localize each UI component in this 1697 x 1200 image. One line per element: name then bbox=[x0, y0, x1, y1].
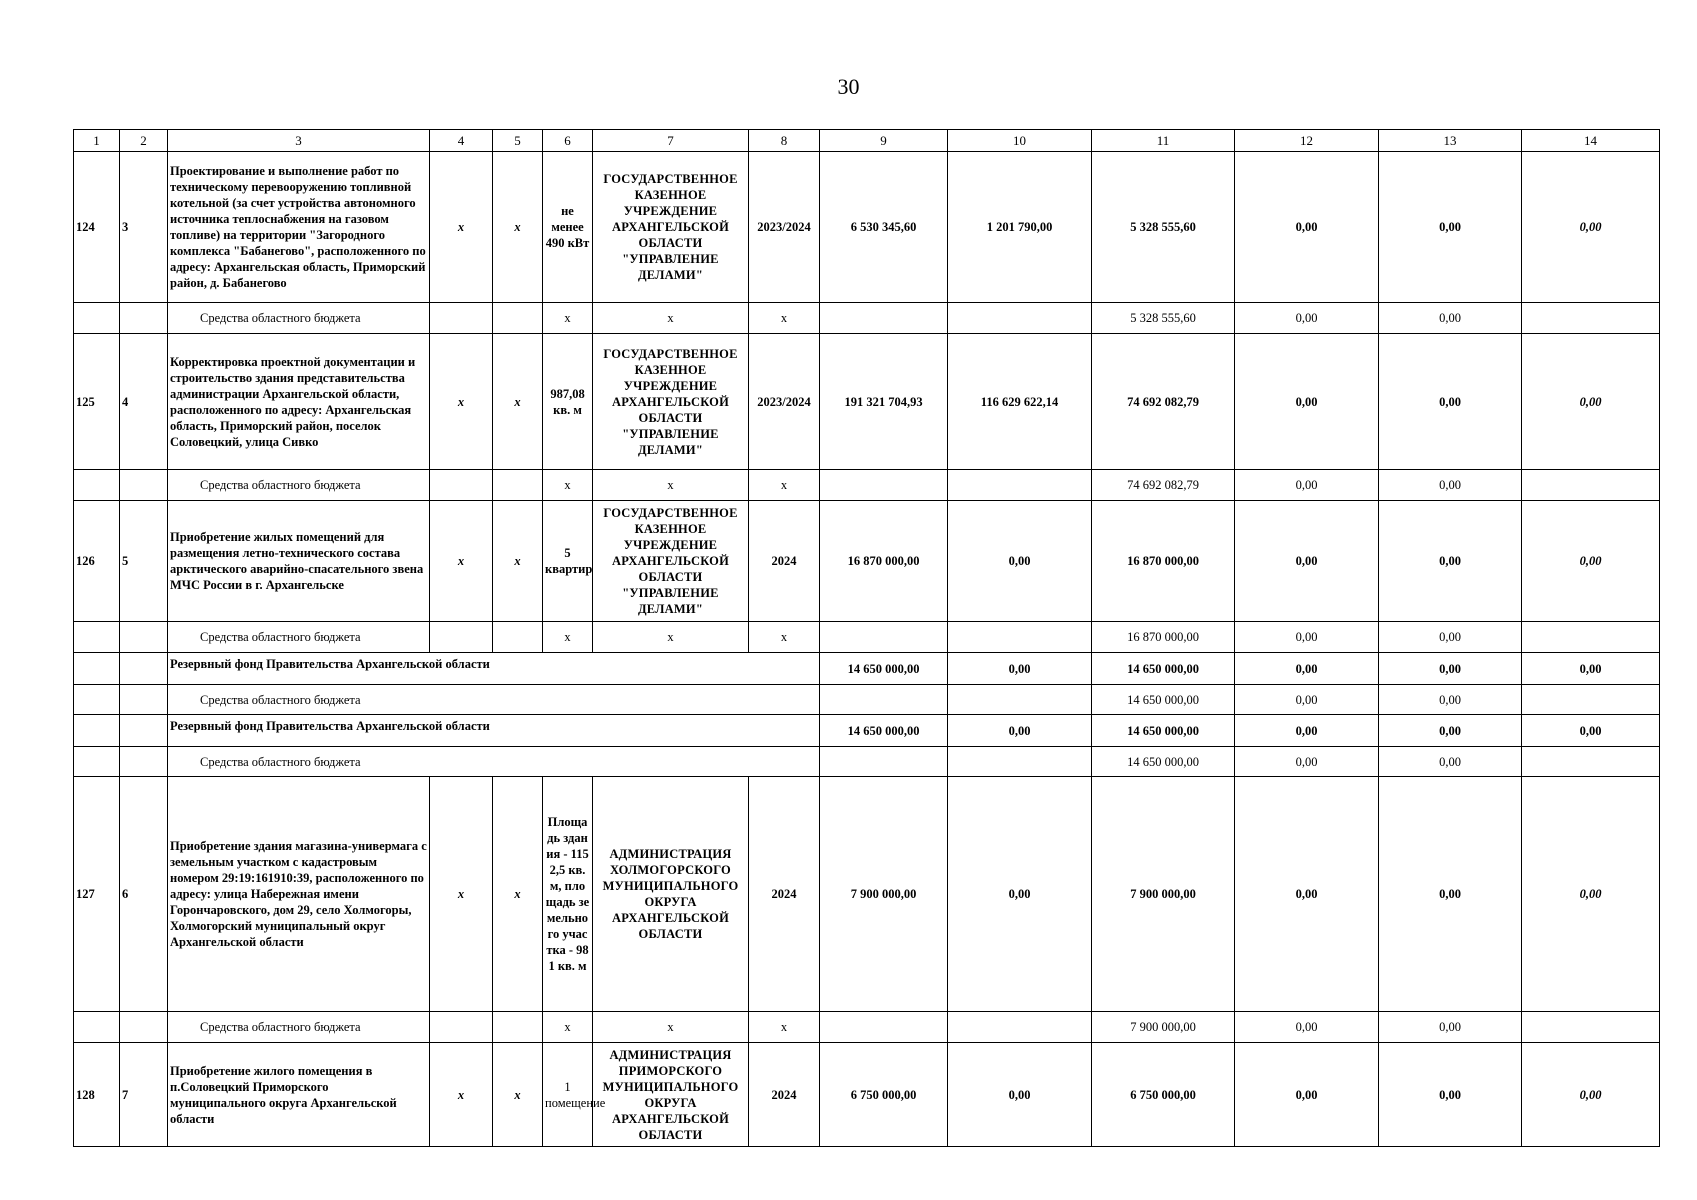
column-number-cell: 2 bbox=[120, 130, 168, 152]
value-col12: 0,00 bbox=[1235, 653, 1379, 685]
empty-cell bbox=[493, 622, 543, 653]
column-number-cell: 11 bbox=[1092, 130, 1235, 152]
column-number-header-row bbox=[74, 130, 1660, 152]
empty-cell bbox=[1522, 470, 1660, 501]
total-cost: 16 870 000,00 bbox=[820, 501, 948, 622]
cell-x: x bbox=[493, 334, 543, 470]
empty-cell bbox=[430, 1012, 493, 1043]
empty-cell bbox=[948, 1012, 1092, 1043]
empty-cell bbox=[820, 303, 948, 334]
value-col11: 74 692 082,79 bbox=[1092, 334, 1235, 470]
source-label: Средства областного бюджета bbox=[168, 303, 430, 334]
column-number-cell: 8 bbox=[749, 130, 820, 152]
cell-x: x bbox=[749, 1012, 820, 1043]
reserve-fund-label: Резервный фонд Правительства Архангельской области bbox=[168, 653, 820, 685]
cell-x: x bbox=[543, 303, 593, 334]
value-col11: 6 750 000,00 bbox=[1092, 1043, 1235, 1147]
value-col10: 0,00 bbox=[948, 715, 1092, 747]
empty-cell bbox=[120, 470, 168, 501]
column-number-cell: 12 bbox=[1235, 130, 1379, 152]
project-name: Проектирование и выполнение работ по техническому перевооружению топливной котельной (за счет устройства автономного источника теплоснабжения на газовом топливе) на территории "Загородного комплекса "Бабанегово", расположенного по адресу: Архангельская область, Приморский район, д. Бабанегово bbox=[168, 152, 430, 303]
value-col12: 0,00 bbox=[1235, 152, 1379, 303]
source-row bbox=[74, 622, 1660, 653]
reserve-fund-label: Резервный фонд Правительства Архангельской области bbox=[168, 715, 820, 747]
reserve-fund-row bbox=[74, 653, 1660, 685]
empty-cell bbox=[1522, 685, 1660, 715]
value-col11: 14 650 000,00 bbox=[1092, 653, 1235, 685]
value-col13: 0,00 bbox=[1379, 715, 1522, 747]
empty-cell bbox=[120, 653, 168, 685]
cell-x: x bbox=[593, 622, 749, 653]
period: 2023/2024 bbox=[749, 152, 820, 303]
value-col10: 0,00 bbox=[948, 1043, 1092, 1147]
row-number: 124 bbox=[74, 152, 120, 303]
value-col14: 0,00 bbox=[1522, 152, 1660, 303]
source-col13: 0,00 bbox=[1379, 747, 1522, 777]
column-number-cell: 13 bbox=[1379, 130, 1522, 152]
empty-cell bbox=[820, 622, 948, 653]
source-row bbox=[74, 303, 1660, 334]
row-number: 128 bbox=[74, 1043, 120, 1147]
capacity: не менее 490 кВт bbox=[543, 152, 593, 303]
cell-x: x bbox=[430, 334, 493, 470]
empty-cell bbox=[430, 303, 493, 334]
empty-cell bbox=[948, 685, 1092, 715]
item-number: 7 bbox=[120, 1043, 168, 1147]
project-name: Приобретение жилого помещения в п.Соловецкий Приморского муниципального округа Архангельской области bbox=[168, 1043, 430, 1147]
value-col11: 14 650 000,00 bbox=[1092, 715, 1235, 747]
column-number-cell: 6 bbox=[543, 130, 593, 152]
project-row bbox=[74, 1043, 1660, 1147]
source-col12: 0,00 bbox=[1235, 470, 1379, 501]
reserve-fund-row bbox=[74, 715, 1660, 747]
source-row bbox=[74, 685, 1660, 715]
row-number: 125 bbox=[74, 334, 120, 470]
empty-cell bbox=[74, 470, 120, 501]
item-number: 4 bbox=[120, 334, 168, 470]
source-col11: 7 900 000,00 bbox=[1092, 1012, 1235, 1043]
source-label: Средства областного бюджета bbox=[168, 1012, 430, 1043]
value-col13: 0,00 bbox=[1379, 334, 1522, 470]
total-cost: 14 650 000,00 bbox=[820, 653, 948, 685]
source-col11: 14 650 000,00 bbox=[1092, 685, 1235, 715]
column-number-cell: 1 bbox=[74, 130, 120, 152]
period: 2024 bbox=[749, 777, 820, 1012]
empty-cell bbox=[120, 715, 168, 747]
item-number: 3 bbox=[120, 152, 168, 303]
value-col13: 0,00 bbox=[1379, 501, 1522, 622]
cell-x: x bbox=[493, 501, 543, 622]
value-col14: 0,00 bbox=[1522, 334, 1660, 470]
value-col10: 1 201 790,00 bbox=[948, 152, 1092, 303]
cell-x: x bbox=[749, 303, 820, 334]
customer: ГОСУДАРСТВЕННОЕ КАЗЕННОЕ УЧРЕЖДЕНИЕ АРХАНГЕЛЬСКОЙ ОБЛАСТИ "УПРАВЛЕНИЕ ДЕЛАМИ" bbox=[593, 152, 749, 303]
source-col11: 74 692 082,79 bbox=[1092, 470, 1235, 501]
customer: ГОСУДАРСТВЕННОЕ КАЗЕННОЕ УЧРЕЖДЕНИЕ АРХАНГЕЛЬСКОЙ ОБЛАСТИ "УПРАВЛЕНИЕ ДЕЛАМИ" bbox=[593, 334, 749, 470]
empty-cell bbox=[1522, 303, 1660, 334]
capacity: Площадь здания - 1152,5 кв. м, площадь земельного участка - 981 кв. м bbox=[543, 777, 593, 1012]
value-col10: 0,00 bbox=[948, 501, 1092, 622]
empty-cell bbox=[74, 653, 120, 685]
total-cost: 14 650 000,00 bbox=[820, 715, 948, 747]
source-row bbox=[74, 1012, 1660, 1043]
source-col12: 0,00 bbox=[1235, 685, 1379, 715]
empty-cell bbox=[820, 1012, 948, 1043]
value-col11: 16 870 000,00 bbox=[1092, 501, 1235, 622]
source-label: Средства областного бюджета bbox=[168, 685, 820, 715]
project-row bbox=[74, 777, 1660, 1012]
empty-cell bbox=[1522, 1012, 1660, 1043]
value-col14: 0,00 bbox=[1522, 1043, 1660, 1147]
row-number: 126 bbox=[74, 501, 120, 622]
empty-cell bbox=[74, 685, 120, 715]
source-col13: 0,00 bbox=[1379, 1012, 1522, 1043]
empty-cell bbox=[74, 747, 120, 777]
column-number-cell: 4 bbox=[430, 130, 493, 152]
source-col13: 0,00 bbox=[1379, 470, 1522, 501]
empty-cell bbox=[74, 1012, 120, 1043]
value-col13: 0,00 bbox=[1379, 653, 1522, 685]
empty-cell bbox=[493, 303, 543, 334]
cell-x: x bbox=[493, 1043, 543, 1147]
empty-cell bbox=[820, 747, 948, 777]
value-col12: 0,00 bbox=[1235, 715, 1379, 747]
source-col12: 0,00 bbox=[1235, 622, 1379, 653]
value-col14: 0,00 bbox=[1522, 715, 1660, 747]
row-number: 127 bbox=[74, 777, 120, 1012]
cell-x: x bbox=[430, 1043, 493, 1147]
source-col11: 14 650 000,00 bbox=[1092, 747, 1235, 777]
value-col10: 0,00 bbox=[948, 653, 1092, 685]
value-col14: 0,00 bbox=[1522, 501, 1660, 622]
capacity: 1 помещение bbox=[543, 1043, 593, 1147]
cell-x: x bbox=[749, 622, 820, 653]
customer: АДМИНИСТРАЦИЯ ПРИМОРСКОГО МУНИЦИПАЛЬНОГО ОКРУГА АРХАНГЕЛЬСКОЙ ОБЛАСТИ bbox=[593, 1043, 749, 1147]
empty-cell bbox=[430, 470, 493, 501]
source-row bbox=[74, 470, 1660, 501]
empty-cell bbox=[493, 470, 543, 501]
cell-x: x bbox=[593, 1012, 749, 1043]
period: 2024 bbox=[749, 1043, 820, 1147]
total-cost: 6 750 000,00 bbox=[820, 1043, 948, 1147]
cell-x: x bbox=[749, 470, 820, 501]
empty-cell bbox=[948, 622, 1092, 653]
empty-cell bbox=[820, 685, 948, 715]
capacity: 987,08 кв. м bbox=[543, 334, 593, 470]
empty-cell bbox=[948, 470, 1092, 501]
project-row bbox=[74, 501, 1660, 622]
project-row bbox=[74, 152, 1660, 303]
source-label: Средства областного бюджета bbox=[168, 747, 820, 777]
cell-x: x bbox=[593, 470, 749, 501]
project-name: Приобретение жилых помещений для размещения летно-технического состава арктического аварийно-спасательного звена МЧС России в г. Архангельске bbox=[168, 501, 430, 622]
empty-cell bbox=[120, 685, 168, 715]
value-col10: 0,00 bbox=[948, 777, 1092, 1012]
source-col12: 0,00 bbox=[1235, 747, 1379, 777]
source-row bbox=[74, 747, 1660, 777]
column-number-cell: 7 bbox=[593, 130, 749, 152]
item-number: 6 bbox=[120, 777, 168, 1012]
value-col10: 116 629 622,14 bbox=[948, 334, 1092, 470]
empty-cell bbox=[1522, 622, 1660, 653]
total-cost: 191 321 704,93 bbox=[820, 334, 948, 470]
investment-table bbox=[73, 129, 1660, 1147]
cell-x: x bbox=[593, 303, 749, 334]
cell-x: x bbox=[543, 622, 593, 653]
value-col13: 0,00 bbox=[1379, 1043, 1522, 1147]
column-number-cell: 5 bbox=[493, 130, 543, 152]
empty-cell bbox=[493, 1012, 543, 1043]
source-col12: 0,00 bbox=[1235, 303, 1379, 334]
cell-x: x bbox=[430, 777, 493, 1012]
column-number-cell: 3 bbox=[168, 130, 430, 152]
total-cost: 6 530 345,60 bbox=[820, 152, 948, 303]
cell-x: x bbox=[493, 152, 543, 303]
project-name: Корректировка проектной документации и строительство здания представительства администрации Архангельской области, расположенного по адресу: Архангельская область, Приморский район, поселок Соловецкий, улица Сивко bbox=[168, 334, 430, 470]
value-col14: 0,00 bbox=[1522, 653, 1660, 685]
empty-cell bbox=[820, 470, 948, 501]
period: 2023/2024 bbox=[749, 334, 820, 470]
cell-x: x bbox=[543, 470, 593, 501]
value-col13: 0,00 bbox=[1379, 777, 1522, 1012]
value-col11: 5 328 555,60 bbox=[1092, 152, 1235, 303]
column-number-cell: 9 bbox=[820, 130, 948, 152]
source-col13: 0,00 bbox=[1379, 303, 1522, 334]
empty-cell bbox=[120, 303, 168, 334]
empty-cell bbox=[430, 622, 493, 653]
empty-cell bbox=[74, 303, 120, 334]
page-number: 30 bbox=[837, 74, 860, 99]
cell-x: x bbox=[543, 1012, 593, 1043]
empty-cell bbox=[74, 715, 120, 747]
source-col11: 5 328 555,60 bbox=[1092, 303, 1235, 334]
value-col12: 0,00 bbox=[1235, 334, 1379, 470]
cell-x: x bbox=[430, 501, 493, 622]
cell-x: x bbox=[430, 152, 493, 303]
value-col12: 0,00 bbox=[1235, 501, 1379, 622]
project-row bbox=[74, 334, 1660, 470]
period: 2024 bbox=[749, 501, 820, 622]
source-col13: 0,00 bbox=[1379, 685, 1522, 715]
empty-cell bbox=[74, 622, 120, 653]
value-col12: 0,00 bbox=[1235, 1043, 1379, 1147]
total-cost: 7 900 000,00 bbox=[820, 777, 948, 1012]
source-col12: 0,00 bbox=[1235, 1012, 1379, 1043]
source-col13: 0,00 bbox=[1379, 622, 1522, 653]
column-number-cell: 10 bbox=[948, 130, 1092, 152]
source-label: Средства областного бюджета bbox=[168, 622, 430, 653]
project-name: Приобретение здания магазина-универмага с земельным участком с кадастровым номером 29:19:161910:39, расположенного по адресу: улица Набережная имени Горончаровского, дом 29, село Холмогоры, Холмогорский муниципальный округ Архангельской области bbox=[168, 777, 430, 1012]
value-col13: 0,00 bbox=[1379, 152, 1522, 303]
source-label: Средства областного бюджета bbox=[168, 470, 430, 501]
value-col11: 7 900 000,00 bbox=[1092, 777, 1235, 1012]
empty-cell bbox=[120, 747, 168, 777]
cell-x: x bbox=[493, 777, 543, 1012]
empty-cell bbox=[948, 747, 1092, 777]
column-number-cell: 14 bbox=[1522, 130, 1660, 152]
customer: ГОСУДАРСТВЕННОЕ КАЗЕННОЕ УЧРЕЖДЕНИЕ АРХАНГЕЛЬСКОЙ ОБЛАСТИ "УПРАВЛЕНИЕ ДЕЛАМИ" bbox=[593, 501, 749, 622]
empty-cell bbox=[1522, 747, 1660, 777]
empty-cell bbox=[948, 303, 1092, 334]
value-col12: 0,00 bbox=[1235, 777, 1379, 1012]
capacity: 5 квартир bbox=[543, 501, 593, 622]
empty-cell bbox=[120, 622, 168, 653]
item-number: 5 bbox=[120, 501, 168, 622]
customer: АДМИНИСТРАЦИЯ ХОЛМОГОРСКОГО МУНИЦИПАЛЬНОГО ОКРУГА АРХАНГЕЛЬСКОЙ ОБЛАСТИ bbox=[593, 777, 749, 1012]
empty-cell bbox=[120, 1012, 168, 1043]
value-col14: 0,00 bbox=[1522, 777, 1660, 1012]
source-col11: 16 870 000,00 bbox=[1092, 622, 1235, 653]
